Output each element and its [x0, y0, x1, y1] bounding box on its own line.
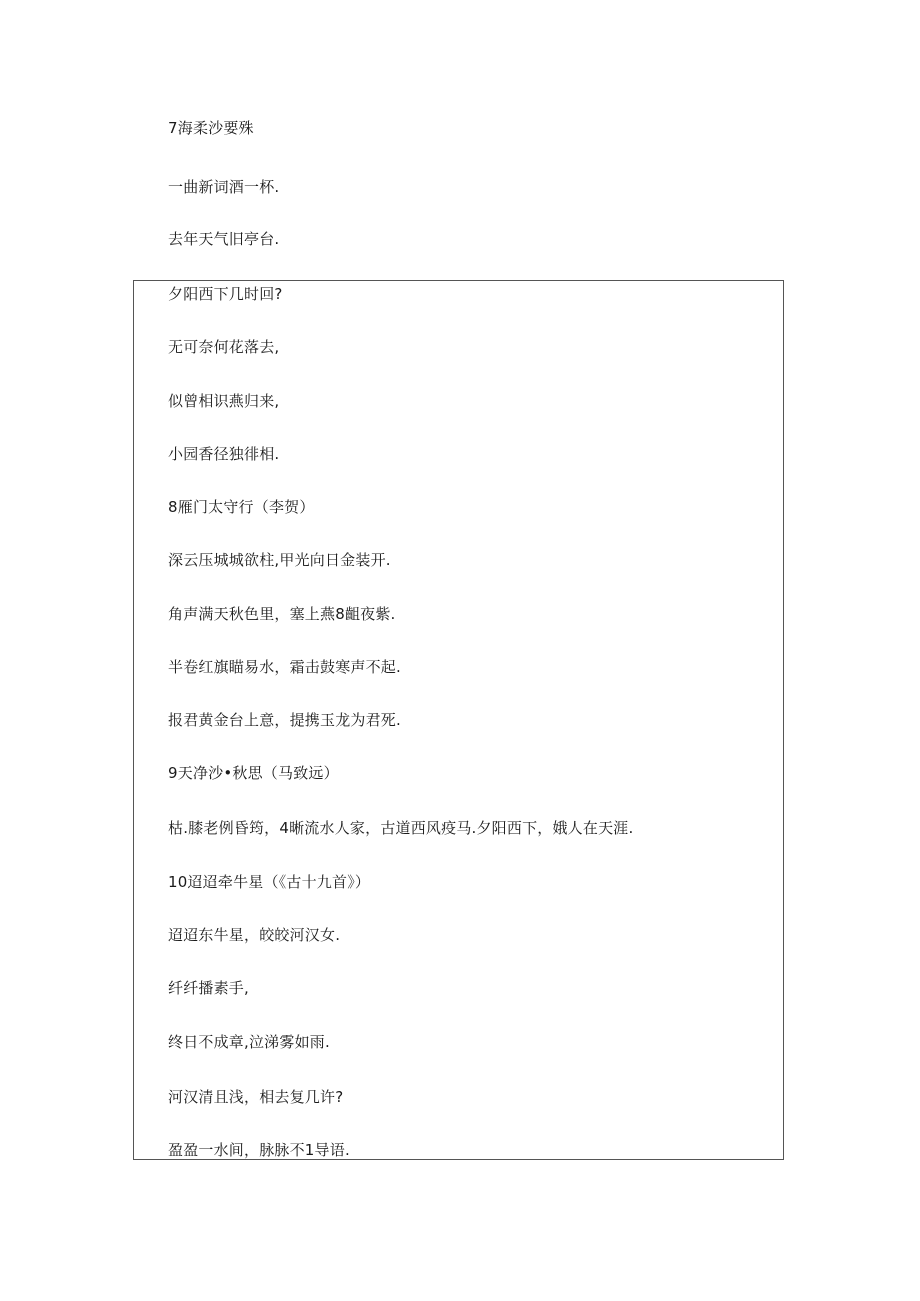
- poem-line: 迢迢东牛星，皎皎河汉女.: [168, 926, 341, 944]
- poem-line: 一曲新词酒一杯.: [168, 178, 280, 196]
- poem-line: 去年天气旧亭台.: [168, 230, 280, 248]
- poem-line: 深云压城城欲柱,甲光向日金装开.: [168, 551, 391, 569]
- poem-line: 终日不成章,泣涕雾如雨.: [168, 1033, 330, 1051]
- poem-line: 河汉清且浅，相去复几许?: [168, 1088, 344, 1106]
- poem-line: 半卷红旗瞄易水，霜击鼓寒声不起.: [168, 658, 401, 676]
- poem-heading-9: 9天净沙•秋思（马致远）: [168, 764, 339, 782]
- poem-line: 枯.膝老例昏筠，4晰流水人家，古道西风疫马.夕阳西下，娥人在天涯.: [168, 819, 634, 837]
- poem-line: 报君黄金台上意，提携玉龙为君死.: [168, 711, 401, 729]
- poem-heading-10: 10迢迢牵牛星（《古十九首》）: [168, 873, 371, 891]
- poem-line: 角声满天秋色里，塞上燕8齟夜紫.: [168, 605, 396, 623]
- poem-line: 夕阳西下几时回?: [168, 285, 283, 303]
- poem-line: 小园香径独徘相.: [168, 445, 280, 463]
- poem-heading-7: 7海柔沙要殊: [168, 119, 254, 137]
- poem-line: 纤纤播素手,: [168, 979, 249, 997]
- poem-line: 盈盈一水间，脉脉不1导语.: [168, 1141, 350, 1159]
- poem-heading-8: 8雁门太守行（李贺）: [168, 498, 315, 516]
- poem-line: 似曾相识燕归来,: [168, 392, 280, 410]
- poem-line: 无可奈何花落去,: [168, 338, 280, 356]
